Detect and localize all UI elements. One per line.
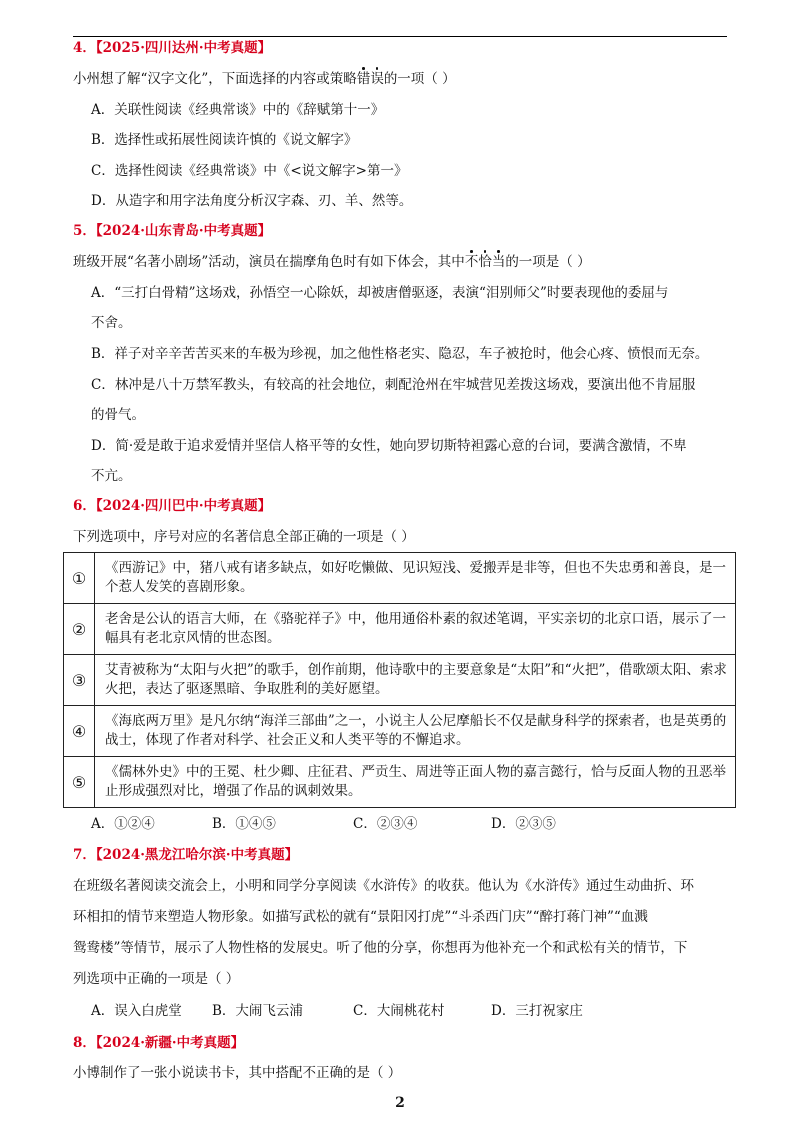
q6-stem: 下列选项中，序号对应的名著信息全部正确的一项是（ ） bbox=[73, 529, 415, 545]
q5-option-c: C．林冲是八十万禁军教头，有较高的社会地位，刺配沧州在牢城营见差拨这场戏，要演出他不肯屈服 bbox=[91, 377, 696, 393]
q7-option-b: B．大闹飞云浦 bbox=[212, 1003, 303, 1019]
q7-stem-line: 环相扣的情节来塑造人物形象。如描写武松的就有“景阳冈打虎”“斗杀西门庆”“醉打蒋门神”“血溅 bbox=[73, 909, 648, 925]
q7-option-c: C．大闹桃花村 bbox=[353, 1003, 445, 1019]
q5-option-d-cont: 不亢。 bbox=[91, 468, 132, 484]
table-row bbox=[64, 706, 736, 757]
page-number: 2 bbox=[395, 1095, 405, 1111]
q5-stem: 班级开展“名著小剧场”活动，演员在揣摩角色时有如下体会，其中不恰当的一项是（ ） bbox=[73, 254, 591, 270]
row-text: 艾青被称为“太阳与火把”的歌手，创作前期，他诗歌中的主要意象是“太阳”和“火把”，借歌颂太阳、索求火把，表达了驱逐黑暗、争取胜利的美好愿望。 bbox=[95, 655, 736, 706]
emphasis-char: 恰 bbox=[478, 254, 492, 270]
row-text: 《海底两万里》是凡尔纳“海洋三部曲”之一，小说主人公尼摩船长不仅是献身科学的探索者，也是英勇的战士，体现了作者对科学、社会正义和人类平等的不懈追求。 bbox=[95, 706, 736, 757]
table-row bbox=[64, 553, 736, 604]
q5-source-tag: 【2024·山东青岛·中考真题】 bbox=[95, 223, 272, 239]
q6-option-d: D．②③⑤ bbox=[491, 816, 556, 832]
emphasis-char: 不 bbox=[464, 254, 479, 270]
q7-stem-line: 列选项中正确的一项是（ ） bbox=[73, 971, 240, 987]
row-text: 《西游记》中，猪八戒有诸多缺点，如好吃懒做、见识短浅、爱搬弄是非等，但也不失忠勇和善良，是一个惹人发笑的喜剧形象。 bbox=[95, 553, 736, 604]
q8-number: 8． bbox=[73, 1035, 96, 1051]
q7-stem-line: 在班级名著阅读交流会上，小明和同学分享阅读《水浒传》的收获。他认为《水浒传》通过生动曲折、环 bbox=[73, 878, 694, 894]
q6-option-a: A．①②④ bbox=[91, 816, 155, 832]
q4-option-a: A．关联性阅读《经典常谈》中的《辞赋第十一》 bbox=[91, 102, 385, 118]
q5-option-b: B．祥子对辛辛苦苦买来的车极为珍视，加之他性格老实、隐忍，车子被抢时，他会心疼、愤恨而无奈。 bbox=[91, 346, 709, 362]
q4-stem: 小州想了解“汉字文化”，下面选择的内容或策略错误的一项（ ） bbox=[73, 71, 456, 87]
q4-number: 4． bbox=[73, 40, 96, 56]
q7-source-tag: 【2024·黑龙江哈尔滨·中考真题】 bbox=[95, 847, 299, 863]
q4-option-b: B．选择性或拓展性阅读许慎的《说文解字》 bbox=[91, 132, 358, 148]
row-number: ④ bbox=[64, 706, 95, 757]
row-text: 《儒林外史》中的王冕、杜少卿、庄征君、严贡生、周进等正面人物的嘉言懿行，恰与反面人物的丑恶举止形成强烈对比，增强了作品的讽刺效果。 bbox=[95, 757, 736, 808]
q4-source-tag: 【2025·四川达州·中考真题】 bbox=[95, 40, 272, 56]
q4-option-c: C．选择性阅读《经典常谈》中《<说文解字>第一》 bbox=[91, 163, 408, 179]
q8-source-tag: 【2024·新疆·中考真题】 bbox=[95, 1035, 245, 1051]
q5-option-a-cont: 不舍。 bbox=[91, 315, 132, 331]
q6-info-table bbox=[63, 552, 736, 808]
q6-option-c: C．②③④ bbox=[353, 816, 418, 832]
q7-option-a: A．误入白虎堂 bbox=[91, 1003, 182, 1019]
row-number: ① bbox=[64, 553, 95, 604]
q5-heading bbox=[73, 222, 271, 240]
table-row bbox=[64, 604, 736, 655]
row-number: ② bbox=[64, 604, 95, 655]
row-number: ③ bbox=[64, 655, 95, 706]
emphasis-char: 错 bbox=[356, 71, 371, 87]
q6-option-b: B．①④⑤ bbox=[212, 816, 276, 832]
q7-number: 7． bbox=[73, 847, 96, 863]
q6-number: 6． bbox=[73, 498, 96, 514]
q7-option-d: D．三打祝家庄 bbox=[491, 1003, 583, 1019]
q7-stem-line: 鸳鸯楼”等情节，展示了人物性格的发展史。听了他的分享，你想再为他补充一个和武松有关的情节，下 bbox=[73, 940, 688, 956]
row-text: 老舍是公认的语言大师，在《骆驼祥子》中，他用通俗朴素的叙述笔调，平实亲切的北京口语，展示了一幅具有老北京风情的世态图。 bbox=[95, 604, 736, 655]
q6-heading bbox=[73, 497, 271, 515]
row-number: ⑤ bbox=[64, 757, 95, 808]
header-rule bbox=[73, 36, 727, 37]
q8-stem: 小博制作了一张小说读书卡，其中搭配不正确的是（ ） bbox=[73, 1065, 402, 1081]
table-row bbox=[64, 655, 736, 706]
q5-number: 5． bbox=[73, 223, 96, 239]
emphasis-char: 当 bbox=[491, 254, 506, 270]
q4-heading bbox=[73, 39, 271, 57]
q8-heading bbox=[73, 1034, 244, 1052]
emphasis-char: 误 bbox=[370, 71, 384, 87]
q7-heading bbox=[73, 846, 298, 864]
q5-option-a: A．“三打白骨精”这场戏，孙悟空一心除妖，却被唐僧驱逐，表演“泪别师父”时要表现他的委屈与 bbox=[91, 285, 669, 301]
q6-source-tag: 【2024·四川巴中·中考真题】 bbox=[95, 498, 272, 514]
q4-option-d: D．从造字和用字法角度分析汉字森、刃、羊、然等。 bbox=[91, 193, 413, 209]
q5-option-d: D．简·爱是敢于追求爱情并坚信人格平等的女性，她向罗切斯特袒露心意的台词，要满含激情，不卑 bbox=[91, 438, 687, 454]
table-row bbox=[64, 757, 736, 808]
q5-option-c-cont: 的骨气。 bbox=[91, 407, 145, 423]
